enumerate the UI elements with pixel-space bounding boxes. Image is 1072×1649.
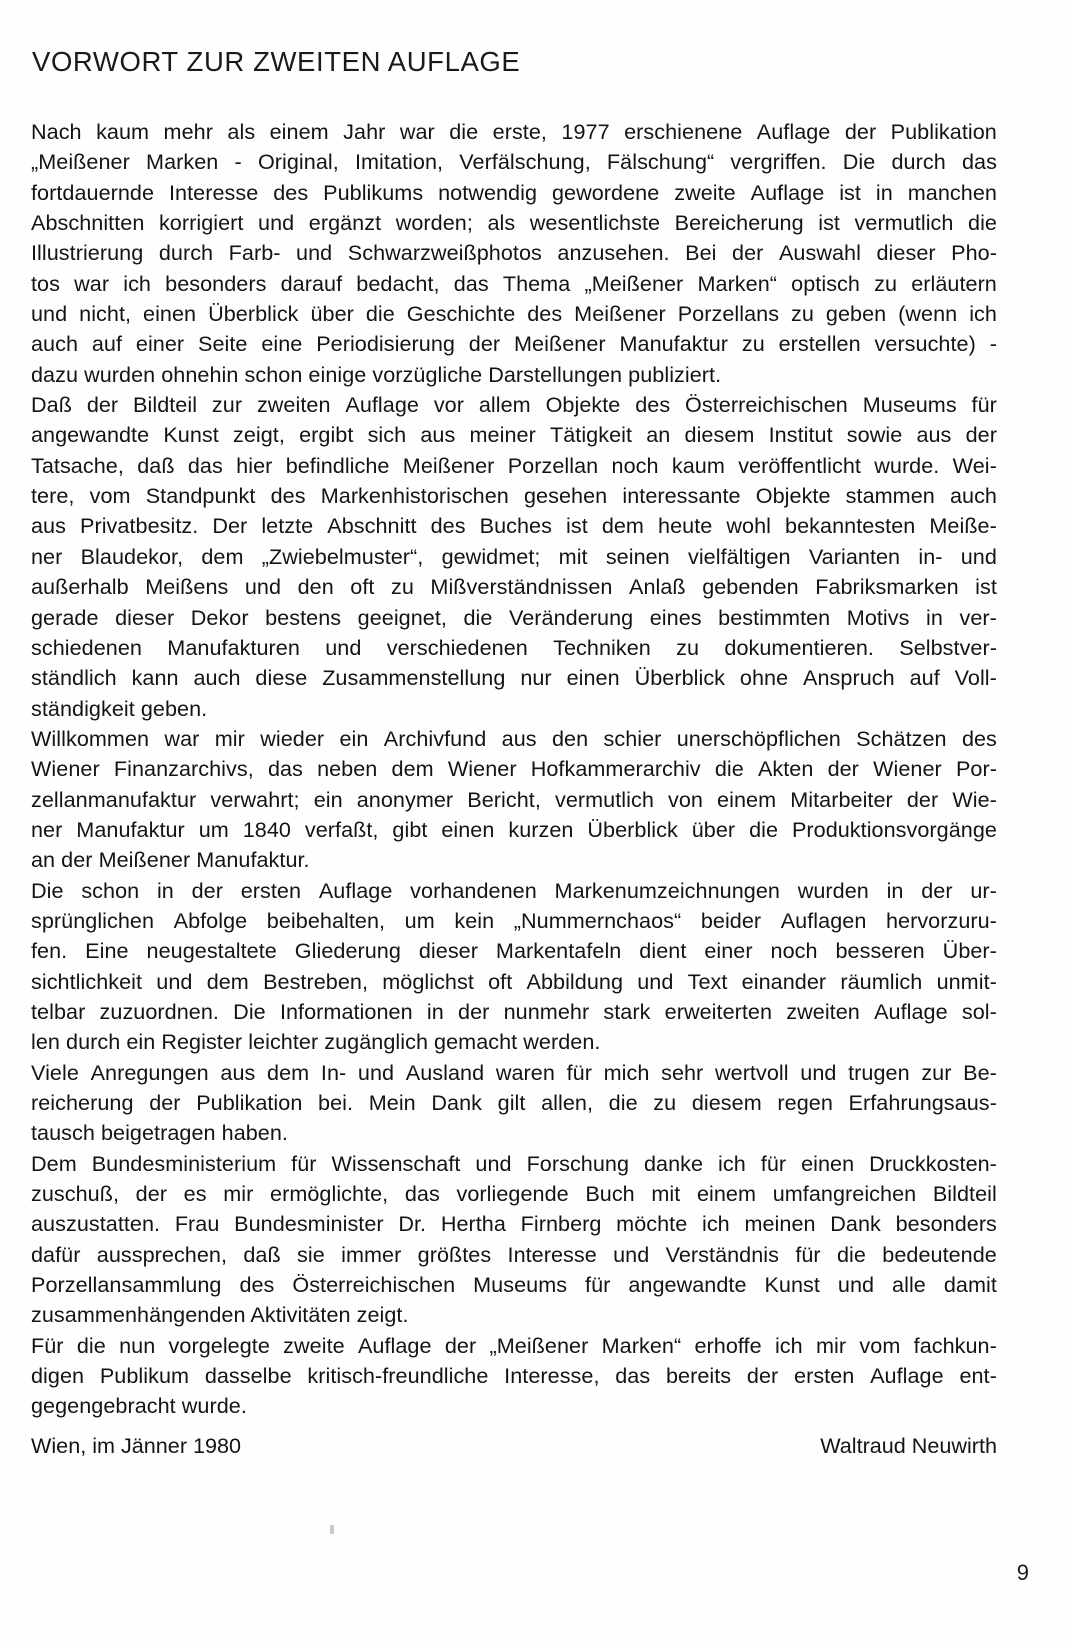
text-line: gegengebracht wurde. [31,1393,247,1419]
text-line: auszustatten. Frau Bundesminister Dr. Hertha Firnberg möchte ich meinen Dank besonders [31,1211,997,1237]
text-line: dafür aussprechen, daß sie immer größtes Interesse und Verständnis für die bedeutende [31,1241,997,1267]
text-line: sprünglichen Abfolge beibehalten, um kein „Nummernchaos“ beider Auflagen hervorzuru- [31,907,997,933]
text-line: Dem Bundesministerium für Wissenschaft und Forschung danke ich für einen Druckkosten- [31,1150,997,1176]
text-line: und nicht, einen Überblick über die Geschichte des Meißener Porzellans zu geben (wenn ich [31,301,997,327]
text-line: tere, vom Standpunkt des Markenhistorischen gesehen interessante Objekte stammen auch [31,483,997,509]
text-line: zuschuß, der es mir ermöglichte, das vorliegende Buch mit einem umfangreichen Bildteil [31,1181,997,1207]
text-line: fen. Eine neugestaltete Gliederung dieser Markentafeln dient einer noch besseren Über- [31,938,997,964]
text-line: Wiener Finanzarchivs, das neben dem Wiener Hofkammerarchiv die Akten der Wiener Por- [31,756,997,782]
text-line: aus Privatbesitz. Der letzte Abschnitt des Buches ist dem heute wohl bekanntesten Meiße- [31,513,997,539]
text-line: ständlich kann auch diese Zusammenstellung nur einen Überblick ohne Anspruch auf Voll- [31,665,997,691]
text-line: außerhalb Meißens und den oft zu Mißverständnissen Anlaß gebenden Fabriksmarken ist [31,574,997,600]
text-line: Daß der Bildteil zur zweiten Auflage vor allem Objekte des Österreichischen Museums für [31,392,997,418]
text-line: Tatsache, daß das hier befindliche Meißener Porzellan noch kaum veröffentlicht wurde. Wei- [31,452,997,478]
text-line: Porzellansammlung des Österreichischen Museums für angewandte Kunst und alle damit [31,1272,997,1298]
text-line: len durch ein Register leichter zugänglich gemacht werden. [31,1029,601,1055]
text-line: digen Publikum dasselbe kritisch-freundliche Interesse, das bereits der ersten Auflage ent- [31,1363,997,1389]
page-number: 9 [1016,1560,1029,1585]
text-line: an der Meißener Manufaktur. [31,847,310,873]
signature-author: Waltraud Neuwirth [820,1433,997,1458]
text-line: dazu wurden ohnehin schon einige vorzügliche Darstellungen publiziert. [31,361,722,387]
text-line: sichtlichkeit und dem Bestreben, möglichst oft Abbildung und Text einander räumlich unmit- [31,968,997,994]
text-line: tos war ich besonders darauf bedacht, das Thema „Meißener Marken“ optisch zu erläutern [31,270,997,296]
text-line: Nach kaum mehr als einem Jahr war die erste, 1977 erschienene Auflage der Publikation [31,119,997,144]
text-line: Illustrierung durch Farb- und Schwarzweißphotos anzusehen. Bei der Auswahl dieser Pho- [31,240,997,266]
text-line: tausch beigetragen haben. [31,1120,288,1146]
preface-body [31,117,997,1422]
text-line: „Meißener Marken - Original, Imitation, Verfälschung, Fälschung“ vergriffen. Die durch das [31,149,997,175]
text-line: zusammenhängenden Aktivitäten zeigt. [31,1302,409,1328]
text-line: Abschnitten korrigiert und ergänzt worden; als wesentlichste Bereicherung ist vermutlich die [31,210,997,236]
text-line: fortdauernde Interesse des Publikums notwendig gewordene zweite Auflage ist in manchen [31,179,997,205]
text-line: angewandte Kunst zeigt, ergibt sich aus meiner Tätigkeit an diesem Institut sowie aus der [31,422,997,448]
text-line: Die schon in der ersten Auflage vorhandenen Markenumzeichnungen wurden in der ur- [31,877,997,903]
text-line: Für die nun vorgelegte zweite Auflage der „Meißener Marken“ erhoffe ich mir vom fachkun- [31,1332,997,1358]
text-line: Viele Anregungen aus dem In- und Ausland waren für mich sehr wertvoll und trugen zur Be- [31,1059,997,1085]
signature-place-date: Wien, im Jänner 1980 [31,1433,242,1458]
text-line: zellanmanufaktur verwahrt; ein anonymer Bericht, vermutlich von einem Mitarbeiter der Wie- [31,786,997,812]
text-line: reicherung der Publikation bei. Mein Dank gilt allen, die zu diesem regen Erfahrungsaus- [31,1090,997,1115]
signature-line [31,1431,997,1461]
scan-artifact-speck [330,1525,334,1534]
text-line: Willkommen war mir wieder ein Archivfund aus den schier unerschöpflichen Schätzen des [31,725,997,751]
text-line: ner Blaudekor, dem „Zwiebelmuster“, gewidmet; mit seinen vielfältigen Varianten in- und [31,543,997,569]
text-line: ner Manufaktur um 1840 verfaßt, gibt einen kurzen Überblick über die Produktionsvorgänge [31,816,997,842]
text-line: gerade dieser Dekor bestens geeignet, die Veränderung eines bestimmten Motivs in ver- [31,604,997,630]
text-line: schiedenen Manufakturen und verschiedenen Techniken zu dokumentieren. Selbstver- [31,634,997,660]
page-title: VORWORT ZUR ZWEITEN AUFLAGE [32,46,521,78]
text-line: telbar zuzuordnen. Die Informationen in der nunmehr stark erweiterten zweiten Auflage sol- [31,998,997,1024]
text-line: ständigkeit geben. [31,695,208,721]
text-line: auch auf einer Seite eine Periodisierung der Meißener Manufaktur zu erstellen versuchte) - [31,331,997,357]
